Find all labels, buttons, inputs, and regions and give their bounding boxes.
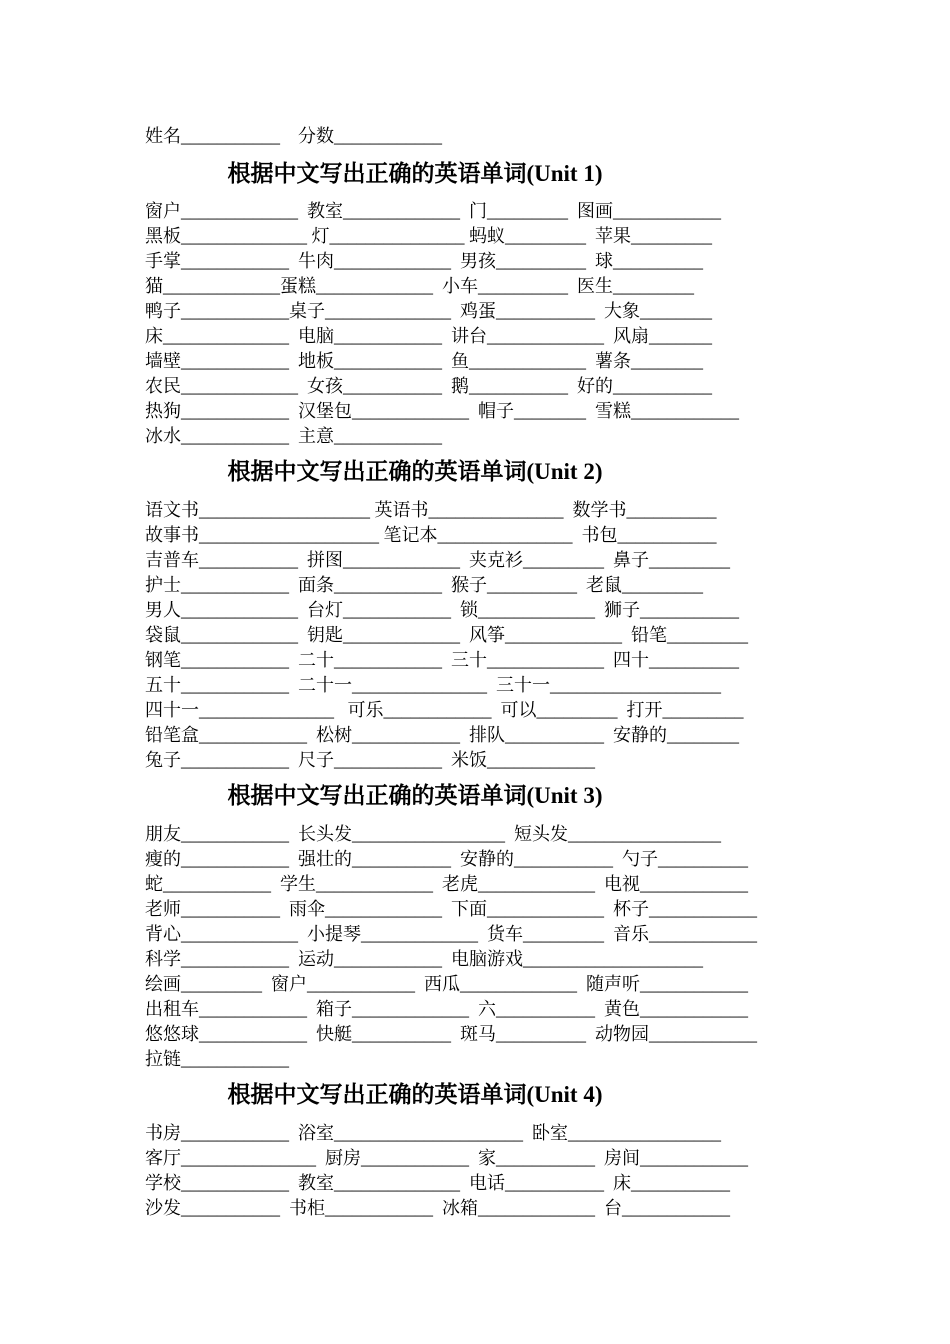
unit-2-row: 吉普车___________ 拼图_____________ 夹克衫_________ 鼻子_________ (145, 550, 730, 570)
unit-2-row: 男人_____________ 台灯____________ 锁_____________ 狮子___________ (145, 600, 739, 620)
unit-3-row: 拉链____________ (145, 1049, 289, 1069)
unit-2-row: 袋鼠_____________ 钥匙_____________ 风筝_____________ 铅笔_________ (145, 625, 748, 645)
unit-1-row: 黑板______________ 灯_______________ 蚂蚁_________ 苹果_________ (145, 226, 712, 246)
unit-2-title: 根据中文写出正确的英语单词(Unit 2) (227, 459, 603, 484)
unit-1-title: 根据中文写出正确的英语单词(Unit 1) (227, 161, 603, 186)
unit-2-row: 铅笔盒____________ 松树____________ 排队___________ 安静的________ (145, 725, 739, 745)
unit-3-row: 蛇____________ 学生_____________ 老虎_____________ 电视____________ (145, 874, 748, 894)
unit-1-row: 猫_____________蛋糕_____________ 小车__________ 医生_________ (145, 276, 694, 296)
unit-2-row: 语文书___________________ 英语书_______________ 数学书__________ (145, 500, 717, 520)
unit-2-row: 四十一_______________ 可乐____________ 可以_________ 打开_________ (145, 700, 744, 720)
unit-1-row: 床______________ 电脑____________ 讲台_____________ 风扇_______ (145, 326, 712, 346)
unit-3-row: 瘦的____________ 强壮的___________ 安静的___________ 勺子__________ (145, 849, 748, 869)
unit-1-row: 窗户_____________ 教室_____________ 门_________ 图画____________ (145, 201, 721, 221)
unit-3-row: 老师___________ 雨伞_____________ 下面_____________ 杯子____________ (145, 899, 757, 919)
unit-3-title: 根据中文写出正确的英语单词(Unit 3) (227, 783, 603, 808)
unit-3-row: 科学____________ 运动____________ 电脑游戏____________________ (145, 949, 703, 969)
unit-3-row: 背心_____________ 小提琴_____________ 货车_________ 音乐____________ (145, 924, 757, 944)
unit-1-row: 鸭子____________桌子______________ 鸡蛋___________ 大象________ (145, 301, 712, 321)
unit-2-row: 五十____________ 二十一_______________ 三十一___________________ (145, 675, 721, 695)
unit-4-title: 根据中文写出正确的英语单词(Unit 4) (227, 1082, 603, 1107)
unit-4-row: 客厅_______________ 厨房____________ 家___________ 房间____________ (145, 1148, 748, 1168)
unit-1-row: 墙壁____________ 地板____________ 鱼_____________ 薯条________ (145, 351, 703, 371)
unit-2-row: 故事书____________________ 笔记本_______________ 书包___________ (145, 525, 717, 545)
unit-1-row: 冰水____________ 主意____________ (145, 426, 442, 446)
name-score-line: 姓名___________ 分数____________ (145, 126, 442, 146)
unit-2-row: 兔子____________ 尺子____________ 米饭____________ (145, 750, 595, 770)
unit-1-row: 手掌____________ 牛肉_____________ 男孩__________ 球__________ (145, 251, 703, 271)
unit-2-row: 钢笔____________ 二十____________ 三十_____________ 四十__________ (145, 650, 739, 670)
unit-1-row: 热狗____________ 汉堡包_____________ 帽子________ 雪糕____________ (145, 401, 739, 421)
unit-4-row: 学校____________ 教室______________ 电话___________ 床___________ (145, 1173, 730, 1193)
unit-3-row: 朋友____________ 长头发_________________ 短头发_________________ (145, 824, 721, 844)
unit-3-row: 悠悠球____________ 快艇___________ 斑马__________ 动物园____________ (145, 1024, 757, 1044)
unit-3-row: 出租车____________ 箱子_____________ 六___________ 黄色____________ (145, 999, 748, 1019)
unit-4-row: 书房____________ 浴室_____________________ 卧室_________________ (145, 1123, 721, 1143)
unit-2-row: 护士____________ 面条____________ 猴子__________ 老鼠_________ (145, 575, 703, 595)
unit-1-row: 农民_____________ 女孩___________ 鹅___________ 好的___________ (145, 376, 712, 396)
unit-3-row: 绘画_________ 窗户____________ 西瓜_____________ 随声听____________ (145, 974, 748, 994)
unit-4-row: 沙发___________ 书柜____________ 冰箱_____________ 台____________ (145, 1198, 730, 1218)
